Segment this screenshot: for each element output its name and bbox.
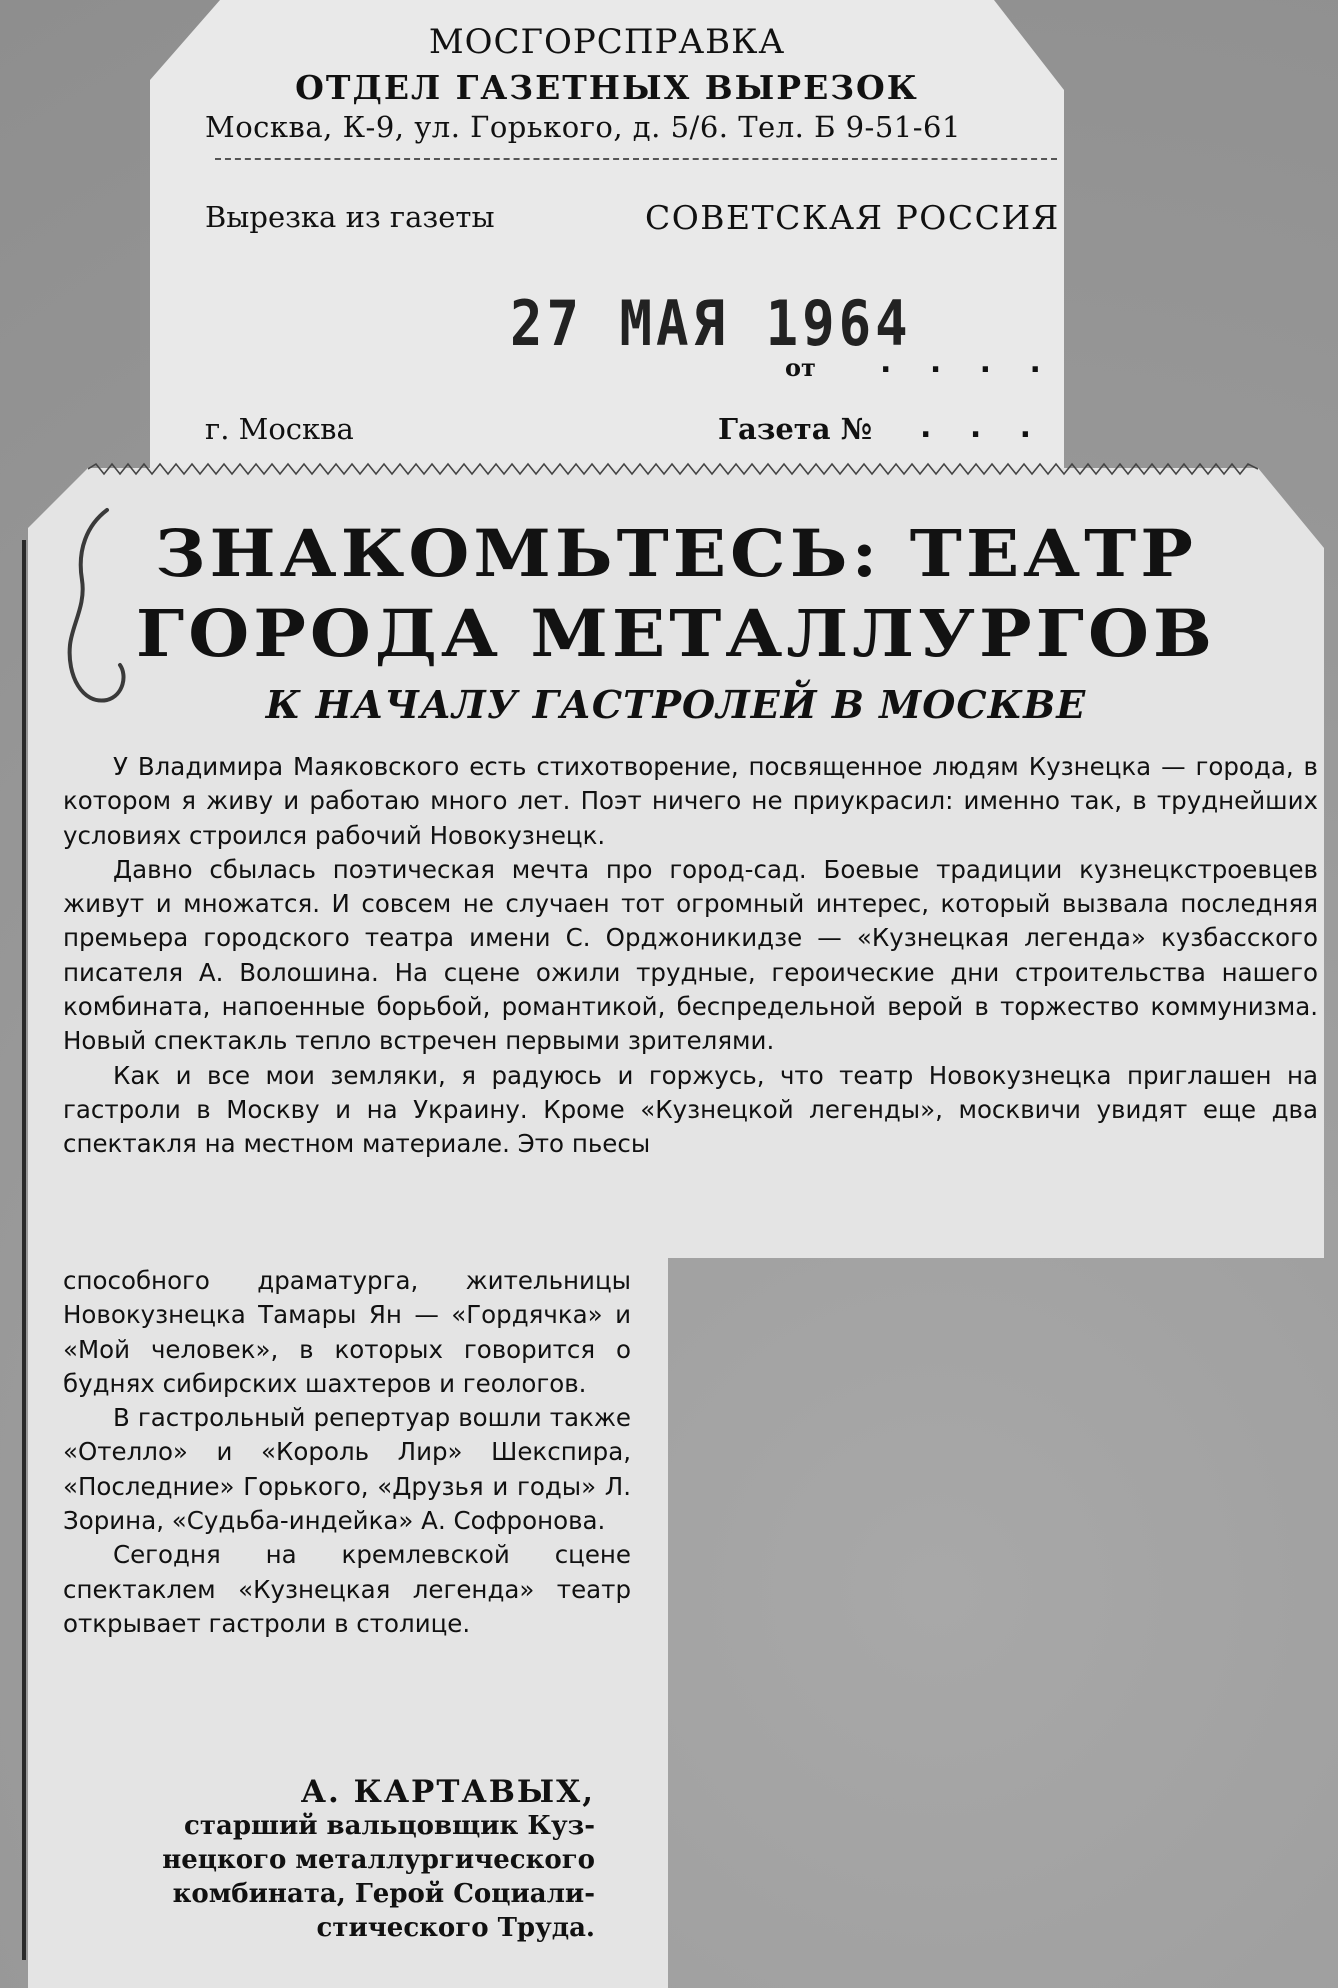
issue-dots: . . .: [920, 410, 1046, 445]
header-divider: [215, 158, 1057, 160]
clipping-left-rule: [22, 540, 26, 1960]
paragraph: Давно сбылась поэтическая мечта про город-сад. Боевые традиции кузнецкстроевцев живут и множатся. И совсем не случаен тот огромный интерес, который вызвала последняя премьера городского театра имени С. Орджоникидзе — «Кузнецкая легенда» кузбасского писателя А. Волошина. На сцене ожили трудные, героические дни строительства нашего комбината, напоенные борьбой, романтикой, беспредельной верой в торжество коммунизма. Новый спектакль тепло встречен первыми зрителями.: [63, 854, 1318, 1056]
author-title-line: стического Труда.: [316, 1913, 595, 1943]
author-signature: [90, 1775, 595, 1945]
agency-name: МОСГОРСПРАВКА: [428, 22, 786, 62]
headline-line-2: ГОРОДА МЕТАЛЛУРГОВ: [135, 595, 1217, 672]
paragraph: Как и все мои земляки, я радуюсь и горжусь, что театр Новокузнецка приглашен на гастроли в Москву и на Украину. Кроме «Кузнецкой легенды», москвичи увидят еще два спектакля на местном материале. Это пьесы: [63, 1060, 1318, 1159]
author-title-line: нецкого металлургического: [162, 1845, 595, 1875]
paragraph: способного драматурга, жительницы Новокузнецка Тамары Ян — «Гордячка» и «Мой человек», в которых говорится о буднях сибирских шахтеров и геологов.: [63, 1266, 631, 1398]
city-label: г. Москва: [205, 412, 354, 446]
author-title-line: старший вальцовщик Куз-: [184, 1811, 595, 1841]
source-label: Вырезка из газеты: [205, 200, 495, 234]
paragraph: У Владимира Маяковского есть стихотворение, посвященное людям Кузнецка — города, в котором я живу и работаю много лет. Поэт ничего не приукрасил: именно так, в труднейших условиях строился рабочий Новокузнецк.: [63, 752, 1318, 850]
article-body-narrow: [63, 1264, 631, 1641]
department-name: ОТДЕЛ ГАЗЕТНЫХ ВЫРЕЗОК: [295, 68, 919, 107]
paragraph: Сегодня на кремлевской сцене спектаклем «Кузнецкая легенда» театр открывает гастроли в столице.: [63, 1540, 631, 1638]
from-dots: . . . .: [880, 345, 1055, 380]
newspaper-name: СОВЕТСКАЯ РОССИЯ: [645, 198, 1060, 237]
perforated-edge: [88, 462, 1258, 476]
author-name: А. КАРТАВЫХ,: [300, 1774, 595, 1810]
article-body-wide: [63, 750, 1318, 1162]
subheadline: К НАЧАЛУ ГАСТРОЛЕЙ В МОСКВЕ: [265, 682, 1087, 727]
issue-label: Газета №: [718, 412, 873, 446]
agency-address: Москва, К-9, ул. Горького, д. 5/6. Тел. Б 9-51-61: [205, 110, 961, 144]
headline-line-1: ЗНАКОМЬТЕСЬ: ТЕАТР: [155, 515, 1197, 592]
date-stamp: 27 МАЯ 1964: [510, 287, 912, 360]
author-title-line: комбината, Герой Социали-: [172, 1879, 595, 1909]
paragraph: В гастрольный репертуар вошли также «Отелло» и «Король Лир» Шекспира, «Последние» Горького, «Друзья и годы» Л. Зорина, «Судьба-индейка» А. Софронова.: [63, 1403, 631, 1536]
from-label: от: [785, 353, 816, 382]
